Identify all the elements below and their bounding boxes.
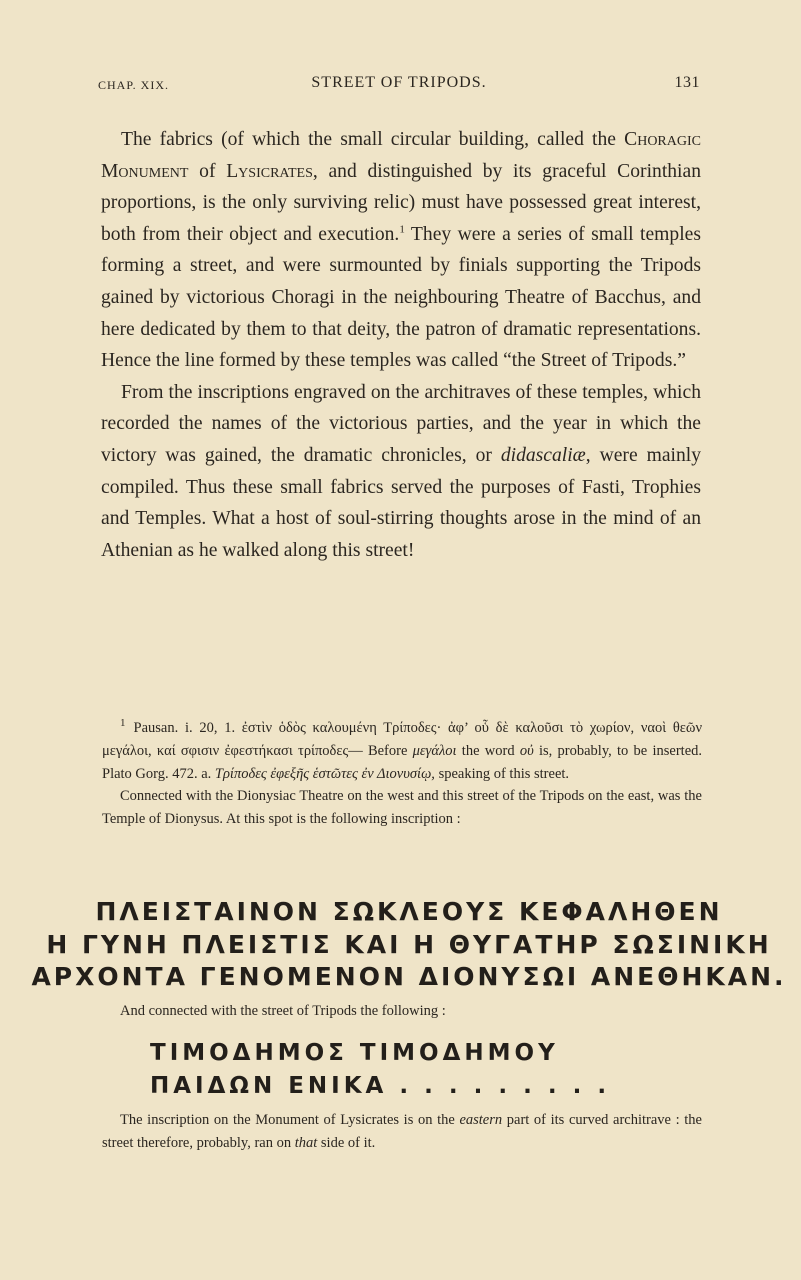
- text-run: part of its curved architrave : the street therefore, probably, ran on: [102, 1112, 702, 1151]
- footnote-number: 1: [120, 717, 126, 730]
- text-run: They were a series of small temples forming a street, and were surmounted by finials supporting the Tripods gained by victorious Choragi in the neighbouring Theatre of Bacchus, and here dedicated by them to that deity, the patron of dramatic representations. Hence the line formed by these temples was called “the Street of Tripods.”: [101, 223, 701, 372]
- paragraph-1: [101, 124, 701, 377]
- footnote-paragraph-2: Connected with the Dionysiac Theatre on the west and this street of the Tripods on the east, was the Temple of Dionysus. At this spot is the following inscription :: [102, 788, 702, 828]
- text-run: , were mainly compiled. Thus these small fabrics served the purposes of Fasti, Trophies and Temples. What a host of soul-stirring thoughts arose in the mind of an Athenian as he walked along this street!: [101, 444, 701, 561]
- text-run: The inscription on the Monument of Lysicrates is on the: [120, 1112, 460, 1128]
- text-run: Pausan. i. 20, 1. ἐστὶν ὁδὸς καλουμένη Τρίποδες· ἀφ’ οὗ δὲ καλοῦσι τὸ χωρίον, ναοὶ θεῶν μεγάλοι, καί σφισιν ἐφεστήκασι τρίποδες— Before: [102, 720, 702, 759]
- greek-word: οὐ: [519, 742, 534, 759]
- chapter-label: CHAP. XIX.: [98, 78, 170, 92]
- text-run: The fabrics (of which the small circular building, called the: [121, 129, 625, 150]
- italic-that: that: [294, 1134, 318, 1151]
- inscription2-line-2: ΠΑΙΔΩΝ ΕΝΙΚΑ . . . . . . . . .: [150, 1073, 611, 1099]
- small-caps-monument: Choragic Monument: [101, 129, 701, 182]
- inscription-line-2: Η ΓΥΝΗ ΠΛΕΙΣΤΙΣ ΚΑΙ Η ΘΥΓΑΤΗΡ ΣΩΣΙΝΙΚΗ: [46, 930, 772, 959]
- footnote: [102, 717, 702, 831]
- text-run: is, probably, to be inserted. Plato Gorg. 472. a.: [102, 742, 703, 782]
- text-run: the word: [456, 742, 520, 759]
- running-header: [98, 74, 700, 100]
- inscription-line-3: ΑΡΧΟΝΤΑ ΓΕΝΟΜΕΝΟΝ ΔΙΟΝΥΣΩΙ ΑΝΕΘΗΚΑΝ.: [31, 962, 787, 991]
- text-run: of: [188, 160, 227, 182]
- closing-paragraph: [102, 1109, 702, 1154]
- running-title: STREET OF TRIPODS.: [311, 74, 487, 91]
- text-run: From the inscriptions engraved on the architraves of these temples, which recorded the names of the victorious parties, and the year in which the victory was gained, the dramatic chronicles, or: [101, 381, 701, 466]
- page-number: 131: [674, 74, 700, 91]
- footnote-reference: 1: [399, 223, 405, 236]
- text-run: , and distinguished by its graceful Corinthian proportions, is the only surviving relic) must have possessed great interest, both from their object and execution.: [101, 160, 701, 245]
- italic-eastern: eastern: [459, 1112, 503, 1128]
- inscription-line-1: ΠΛΕΙΣΤΑΙΝΟΝ ΣΩΚΛΕΟΥΣ ΚΕΦΑΛΗΘΕΝ: [95, 897, 723, 926]
- text-run: side of it.: [317, 1134, 376, 1151]
- small-caps-lysicrates: Lysicrates: [226, 160, 313, 182]
- italic-didascaliae: didascaliæ: [500, 444, 586, 466]
- inscription2-line-1: ΤΙΜΟΔΗΜΟΣ ΤΙΜΟΔΗΜΟΥ: [150, 1040, 559, 1066]
- greek-word: μεγάλοι: [412, 742, 457, 759]
- connected-text: And connected with the street of Tripods the following :: [120, 1003, 446, 1019]
- footnote-paragraph-1: [102, 717, 702, 785]
- paragraph-2: [101, 377, 701, 567]
- greek-phrase: Τρίποδες ἐφεξῆς ἑστῶτες ἐν Διονυσίῳ,: [214, 765, 435, 782]
- closing-text: [102, 1109, 702, 1154]
- text-run: speaking of this street.: [434, 765, 570, 782]
- main-text: [101, 124, 701, 566]
